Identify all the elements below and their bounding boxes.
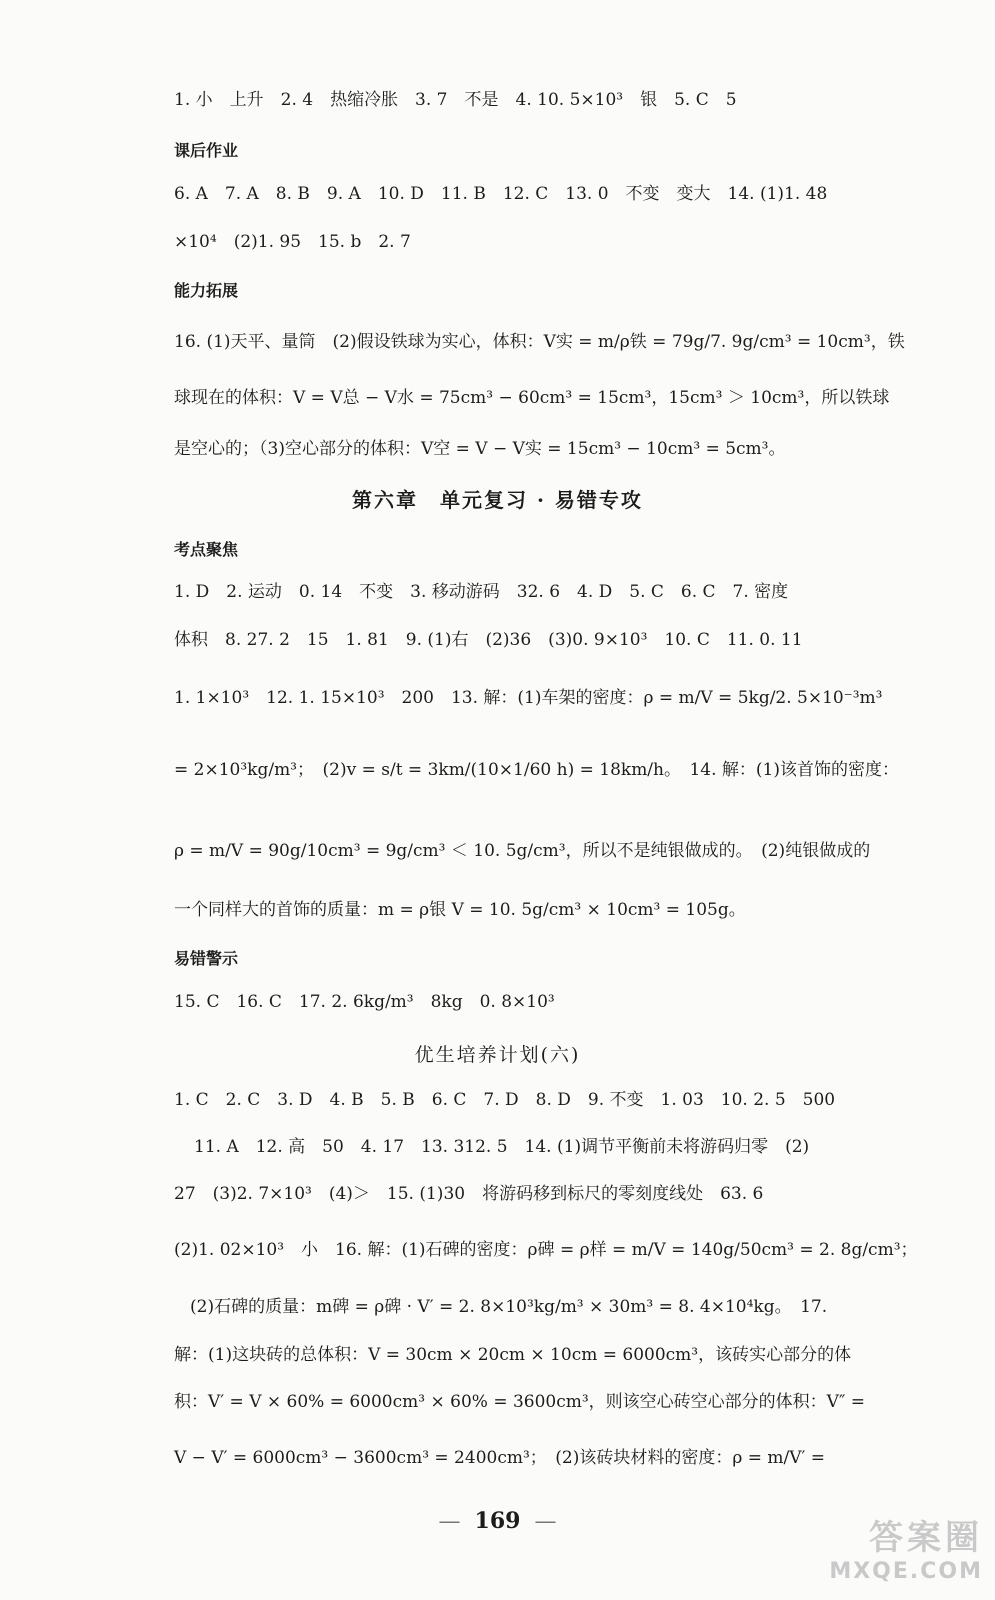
answer-line-12: 一个同样大的首饰的质量：m = ρ银 V = 10. 5g/cm³ × 10cm³ = 105g。: [174, 900, 746, 920]
answer-line-16: 27 (3)2. 7×10³ (4)＞ 15. (1)30 将游码移到标尺的零刻度线处 63. 6: [174, 1184, 764, 1204]
answer-line-8: 体积 8. 27. 2 15 1. 81 9. (1)右 (2)36 (3)0. 9×10³ 10. C 11. 0. 11: [174, 630, 803, 650]
heading-kaodian-jujiao: 考点聚焦: [174, 540, 239, 559]
answer-line-14: 1. C 2. C 3. D 4. B 5. B 6. C 7. D 8. D 9. 不变 1. 03 10. 2. 5 500: [174, 1090, 836, 1110]
answer-line-6: 是空心的；（3)空心部分的体积：V空 = V − V实 = 15cm³ − 10cm³ = 5cm³。: [174, 439, 786, 459]
answer-line-1: 1. 小 上升 2. 4 热缩冷胀 3. 7 不是 4. 10. 5×10³ 银 5. C 5: [174, 90, 737, 110]
watermark-bottom: MXQE.COM: [829, 1559, 983, 1584]
answer-line-9: 1. 1×10³ 12. 1. 15×10³ 200 13. 解：(1)车架的密度：ρ = m/V = 5kg/2. 5×10⁻³m³: [174, 688, 883, 708]
answer-line-13: 15. C 16. C 17. 2. 6kg/m³ 8kg 0. 8×10³: [174, 992, 555, 1012]
watermark-top: 答案圈: [869, 1518, 983, 1558]
page-number-value: 169: [474, 1508, 521, 1534]
answer-line-20: 积：V′ = V × 60% = 6000cm³ × 60% = 3600cm³，则该空心砖空心部分的体积：V″ =: [174, 1392, 865, 1412]
answer-line-11: ρ = m/V = 90g/10cm³ = 9g/cm³ ＜ 10. 5g/cm³，所以不是纯银做成的。 (2)纯银做成的: [174, 841, 871, 861]
answer-line-18: (2)石碑的质量：m碑 = ρ碑 · V′ = 2. 8×10³kg/m³ × 30m³ = 8. 4×10⁴kg。 17.: [190, 1297, 828, 1317]
watermark: [829, 1510, 983, 1584]
answer-line-5: 球现在的体积：V = V总 − V水 = 75cm³ − 60cm³ = 15cm³，15cm³ ＞ 10cm³，所以铁球: [174, 388, 890, 408]
heading-kehou-zuoye: 课后作业: [174, 141, 239, 160]
answer-line-3: ×10⁴ (2)1. 95 15. b 2. 7: [174, 232, 411, 252]
answer-line-7: 1. D 2. 运动 0. 14 不变 3. 移动游码 32. 6 4. D 5. C 6. C 7. 密度: [174, 582, 789, 602]
answer-line-10: = 2×10³kg/m³； (2)v = s/t = 3km/(10×1/60 h) = 18km/h。 14. 解：(1)该首饰的密度：: [174, 760, 900, 780]
heading-yicuo-jingshi: 易错警示: [174, 949, 239, 968]
answer-line-17: (2)1. 02×10³ 小 16. 解：(1)石碑的密度：ρ碑 = ρ样 = m/V = 140g/50cm³ = 2. 8g/cm³；: [174, 1240, 918, 1260]
answer-line-2: 6. A 7. A 8. B 9. A 10. D 11. B 12. C 13. 0 不变 变大 14. (1)1. 48: [174, 184, 828, 204]
page-number-dash-left: —: [438, 1509, 461, 1534]
heading-nengli-tuozhan: 能力拓展: [174, 281, 239, 300]
chapter-title: 第六章 单元复习 · 易错专攻: [352, 488, 643, 512]
page-number-dash-right: —: [534, 1509, 557, 1534]
answer-line-4: 16. (1)天平、量筒 (2)假设铁球为实心，体积：V实 = m/ρ铁 = 79g/7. 9g/cm³ = 10cm³，铁: [174, 332, 905, 352]
answer-line-15: 11. A 12. 高 50 4. 17 13. 312. 5 14. (1)调节平衡前未将游码归零 (2): [194, 1137, 810, 1157]
plan-title: 优生培养计划(六): [414, 1044, 581, 1066]
answer-line-21: V − V′ = 6000cm³ − 3600cm³ = 2400cm³； (2)该砖块材料的密度：ρ = m/V′ =: [174, 1448, 826, 1468]
answer-line-19: 解：(1)这块砖的总体积：V = 30cm × 20cm × 10cm = 6000cm³，该砖实心部分的体: [174, 1345, 852, 1365]
